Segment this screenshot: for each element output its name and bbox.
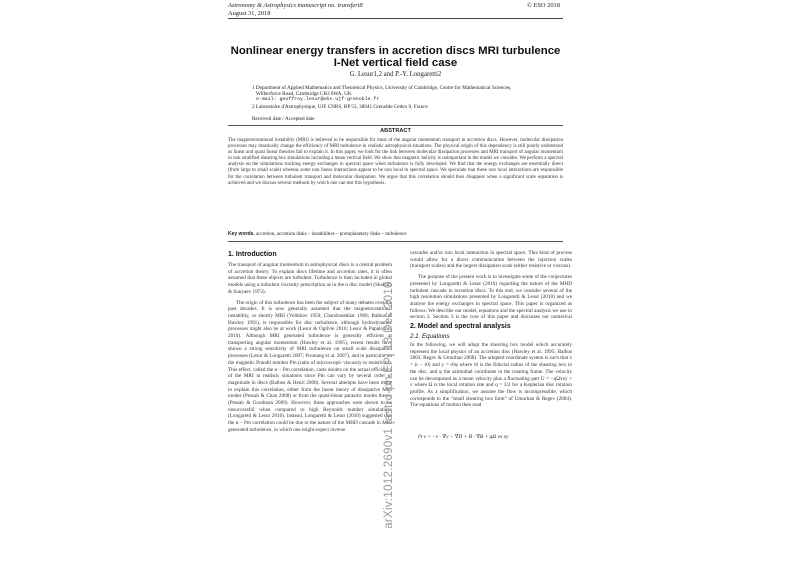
header-rule [228,18,563,19]
copyright: © ESO 2018 [527,2,560,9]
affiliation-1-line2: Wilberforce Road, Cambridge CB3 0WA, UK [256,91,352,98]
paragraph: cascades and/or non local interaction in spectral space. This kind of process would allow for a direct communication between the injection scales (transport scales) and the largest dissipation scale (either resistive or viscous). [410,250,572,270]
subsection-heading: 2.1. Equations [410,333,450,340]
abstract-text: The magnetorotational instability (MRI) is believed to be responsible for most of the angular momentum transport in accretion discs. However, molecular dissipation processes may drastically change the efficiency of MRI turbulence in realistic astrophysical situations. The physical origin of this dependency is still poorly understood as linear and quasi linear theories fail to explain it. In this paper, we look for the link between molecular dissipation processes and MRI transport of angular momentum in non stratified shearing box simulations including a mean vertical field. We show that magnetic helicity is unimportant in the model we consider. We perform a spectral analysis on the simulations tracking energy exchanges in spectral space when turbulence is fully developed. We find that the energy exchanges are essentially direct (from large to small scale) whereas some non linear interactions appear to be non local in spectral space. We speculate that these non local interactions are responsible for the correlation between turbulent transport and molecular dissipation. We argue that this correlation should then disappear when a significant scale separation is achieved and we discuss several methods by which one can test this hypothesis. [228,138,563,186]
running-header [228,2,363,17]
equation: ∂t v = −v · ∇v − ∇Π + B · ∇B + qΩ vx ey [418,434,509,440]
email-link[interactable]: e-mail: geoffroy.lesur@obs.ujf-grenoble.fr [256,97,380,103]
column-right-bottom [410,342,572,430]
affiliation-1-line1: 1 Department of Applied Mathematics and Theoretical Physics, University of Cambridge, Centre for Mathematical Sciences, [252,85,512,91]
section-1-heading: 1. Introduction [228,251,277,258]
paper-title: Nonlinear energy transfers in accretion discs MRI turbulence [230,45,561,57]
authors: G. Lesur1,2 and P.-Y. Longaretti2 [349,71,442,78]
keywords-label: Key words. [228,231,255,237]
arxiv-stamp: arXiv:1012.2690v1 [astro-ph.EP] 13 Dec 2010 [383,281,395,529]
paragraph: The purpose of the present work is to investigate some of the conjectures presented by Longaretti & Lesur (2010) regarding the nature of the MHD turbulent cascade in accretion discs. To this end, we consider several of the high resolution simulations presented by Longaretti & Lesur (2010) and we analyse the energy exchanges in spectral space. This paper is organized as follows. We describe our model, equations and the spectral analysis we use in section 2. Section 3 is the core of this paper and discusses our numerical [410,274,572,320]
keywords-list: accretion, accretion disks – instabilities – protoplanetary disks – turbulence [255,232,407,237]
column-left [228,262,392,450]
column-right-top [410,250,572,320]
paragraph: The origin of this turbulence has been the subject of many debates over the past decades. It is now generally assumed that the magnetorotational instability, or shortly MRI (Velikhov 1959; Chandrasekhar 1960; Balbus & Hawley 1991), is responsible for disc turbulence, although hydrodynamic processes might also be at work (Lesur & Ogilvie 2010; Lesur & Papaloizou 2010). Although MRI generated turbulence is generally efficient at transporting angular momentum (Hawley et al. 1995), recent results have shown a strong sensitivity of MRI turbulence on small scale dissipation processes (Lesur & Longaretti 2007; Fromang et al. 2007), and in particular on the magnetic Prandtl number Pm (ratio of microscopic viscosity to resistivity). This effect, called the α – Pm correlation, casts doubts on the actual efficiency of the MRI in realistic situations since Pm can vary by several order of magnitude in discs (Balbus & Henri 2008). Several attempts have been made to explain this correlation, either from the linear theory of dissipative MRI modes (Pessah & Chan 2008) or from the quasi-linear parasitic modes theory (Pessah & Goodman 2009). However, these approaches were shown to be unsuccessful when compared to high Reynolds number simulations (Longaretti & Lesur 2010). Instead, Longaretti & Lesur (2010) suggested that the α – Pm correlation could be due to the nature of the MHD cascade in MRI generated turbulence, in which one might expect inverse [228,299,392,433]
affiliation-2: 2 Laboratoire d'Astrophysique, UJF CNRS, BP 53, 38041 Grenoble Cedex 9, France [252,104,428,110]
paper-subtitle: I-Net vertical field case [333,57,458,69]
affiliation-1 [252,85,511,104]
paragraph: The transport of angular momentum in astrophysical discs is a central problem of accretion theory. To explain discs lifetime and accretion rates, it is often assumed that these objects are turbulent. Turbulence is then included in global models using a turbulent viscosity prescription as in the α disc model (Shakura & Sunyaev 1973). [228,262,392,295]
paragraph: In the following, we will adopt the shearing box model which accurately represent the local physics of an accretion disc (Hawley et al. 1995; Balbus 2003; Regev & Umurhan 2008). The adopted coordinate system is such that x = (r − r0) and y = r0φ where r0 is the fiducial radius of the shearing box in the disc, and φ the azimuthal coordinate in the rotating frame. The velocity can be decomposed as a mean velocity plus a fluctuating part U = −qΩxey + v where Ω is the local rotation rate and q = 3/2 for a Keplerian disc rotation profile. As a simplification, we assume the flow is incompressible, which corresponds to the "small shearing box limit" of Umurhan & Regev (2004). The equations of motion then read [410,342,572,409]
received-dates: Received date / Accepted date [252,116,315,122]
abstract-rule-top [228,125,563,126]
abstract-rule-bottom [228,241,563,242]
section-2-heading: 2. Model and spectral analysis [410,323,511,330]
header-date: August 31, 2018 [228,9,271,17]
abstract-heading: ABSTRACT [380,128,411,134]
keywords [228,231,563,237]
journal-line: Astronomy & Astrophysics manuscript no. transfert8 [228,2,363,9]
